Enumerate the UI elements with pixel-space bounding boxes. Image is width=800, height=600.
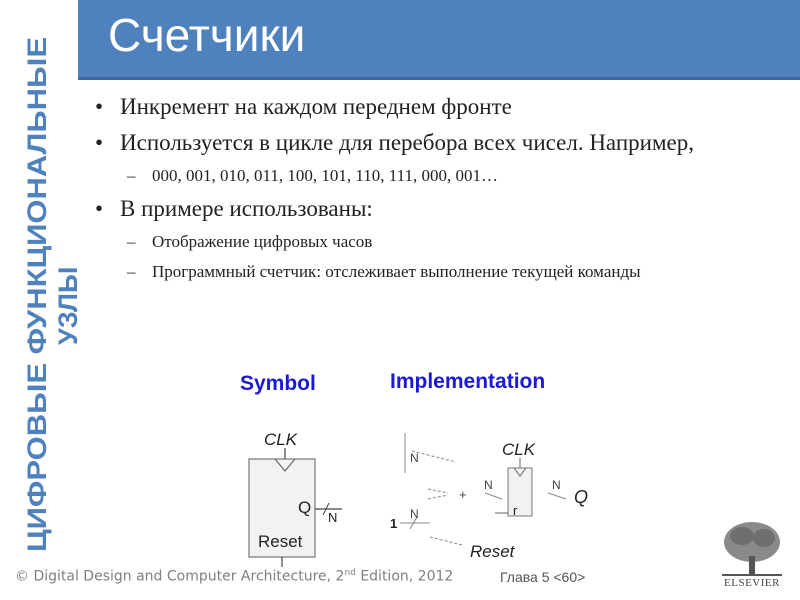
bullet-dot: • [95,94,104,119]
symbol-clk-label: CLK [264,430,298,449]
sub-bullet-dash: – [127,166,136,185]
sub-bullet-dash: – [127,232,136,251]
mux-n-label-top: N [410,451,419,465]
copyright-suffix: Edition, 2012 [355,568,454,585]
slide-title: Счетчики [108,9,306,61]
sub-bullet-dash: – [127,262,136,281]
footer-copyright [15,568,453,585]
register-clk-label: CLK [502,440,536,459]
register-reset-r: r [513,503,518,518]
sub-bullet-item [95,260,785,284]
counter-symbol [249,430,342,567]
bullet-text-usage: Используется в цикле для перебора всех чисел. Например, [120,130,694,155]
adder-plus-label: + [459,487,467,502]
bullet-text-examples: В примере использованы: [120,196,373,221]
sub-bullet-pc: Программный счетчик: отслеживает выполнение текущей команды [152,262,641,281]
symbol-reset-label: Reset [258,532,303,551]
reset-label: Reset [470,542,515,561]
section-title-line1: ЦИФРОВЫЕ ФУНКЦИОНАЛЬНЫЕ [22,103,52,552]
bullet-dot: • [95,130,104,155]
output-q-label: Q [574,487,589,507]
adder-n-label: N [484,478,493,492]
symbol-n-label: N [328,510,338,525]
one-n-label: N [410,507,419,521]
slide-content [95,92,785,290]
vertical-section-title [0,0,83,560]
counter-diagram [230,365,600,575]
bullet-item [95,128,785,157]
copyright-prefix: © Digital Design and Computer Architecture, 2 [15,568,345,585]
counter-implementation [390,433,588,561]
bullet-dot: • [95,196,104,221]
symbol-heading: Symbol [240,372,316,395]
output-n-label: N [552,478,561,492]
elsevier-wordmark: ELSEVIER [724,577,780,589]
bullet-item [95,194,785,223]
sub-bullet-sequence: 000, 001, 010, 011, 100, 101, 110, 111, 000, 001… [152,166,498,185]
section-title-line2: УЗЛЫ [53,266,83,345]
constant-one-label: 1 [390,516,398,531]
implementation-heading: Implementation [390,370,546,393]
sub-bullet-item [95,230,785,254]
sub-bullet-item [95,164,785,188]
sub-bullet-clock: Отображение цифровых часов [152,232,373,251]
page-number: Глава 5 <60> [500,569,586,585]
title-bar [78,0,800,80]
copyright-sup: nd [344,568,356,578]
bullet-item [95,92,785,121]
symbol-q-label: Q [298,498,312,517]
bullet-text-increment: Инкремент на каждом переднем фронте [120,94,512,119]
